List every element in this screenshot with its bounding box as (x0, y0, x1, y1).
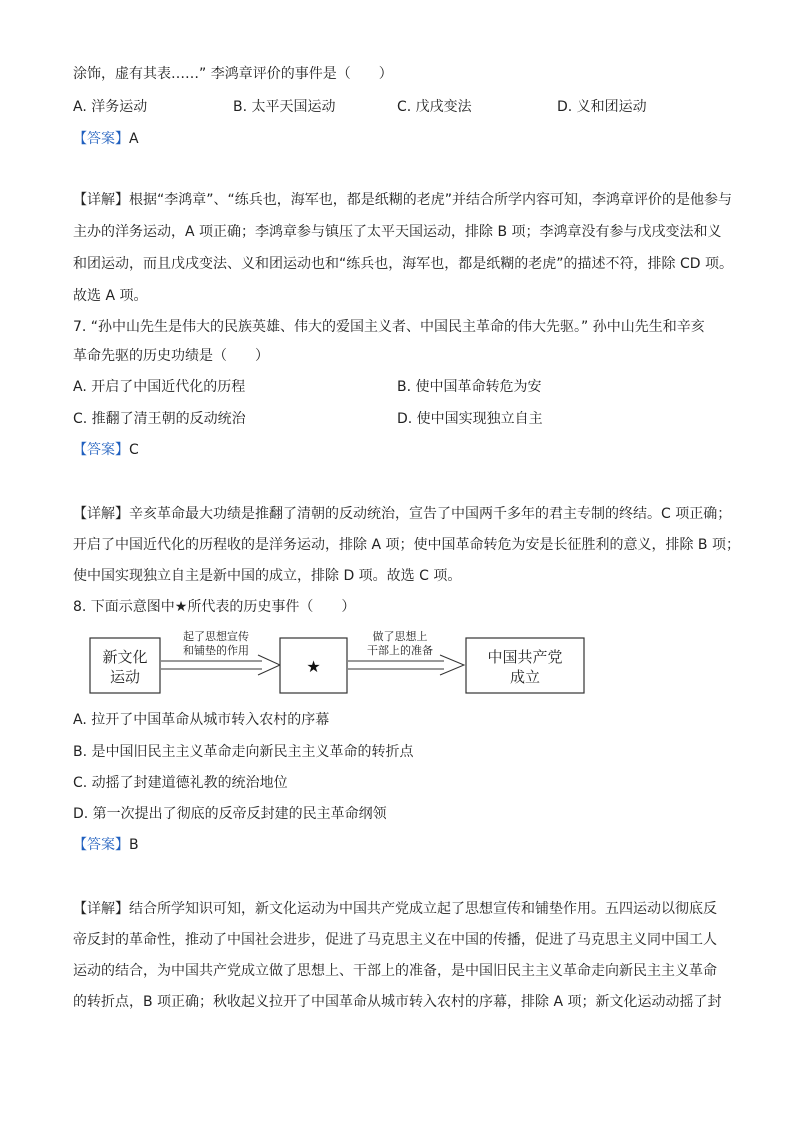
q7-option-a: A. 开启了中国近代化的历程 (73, 379, 246, 395)
q6-detail-line-3: 和团运动，而且戊戌变法、义和团运动也和“练兵也，海军也，都是纸糊的老虎”的描述不符，排除 CD 项。 (73, 256, 733, 272)
q7-detail-line-3: 使中国实现独立自主是新中国的成立，排除 D 项。故选 C 项。 (73, 568, 462, 584)
q6-answer (73, 129, 139, 149)
q7-detail-line-1 (73, 504, 731, 524)
q6-detail-line-2: 主办的洋务运动，A 项正确；李鸿章参与镇压了太平天国运动，排除 B 项；李鸿章没有参与戊戌变法和义 (73, 224, 722, 240)
box1-line1: 新文化 (102, 648, 148, 666)
box3-line1: 中国共产党 (487, 648, 563, 666)
q6-option-d: D. 义和团运动 (557, 99, 647, 115)
q7-option-d: D. 使中国实现独立自主 (397, 411, 543, 427)
q8-option-d: D. 第一次提出了彻底的反帝反封建的民主革命纲领 (73, 806, 387, 822)
q8-option-b: B. 是中国旧民主主义革命走向新民主主义革命的转折点 (73, 744, 414, 760)
q8-stem: 8. 下面示意图中★所代表的历史事件（ ） (73, 599, 356, 615)
q8-answer (73, 835, 139, 855)
box1-line2: 运动 (109, 668, 141, 686)
star-icon: ★ (306, 657, 321, 676)
detail-text: 根据“李鸿章”、“练兵也，海军也，都是纸糊的老虎”并结合所学内容可知，李鸿章评价的是他参与 (129, 192, 733, 208)
answer-tag: 【答案】 (73, 837, 129, 853)
q8-option-a: A. 拉开了中国革命从城市转入农村的序幕 (73, 712, 330, 728)
arrow2-label-line2: 干部上的准备 (367, 644, 433, 657)
detail-text: 结合所学知识可知，新文化运动为中国共产党成立起了思想宣传和铺垫作用。五四运动以彻底反 (129, 901, 717, 917)
answer-value: B (129, 837, 139, 853)
q6-option-a: A. 洋务运动 (73, 99, 148, 115)
q7-stem-line-1: 7. “孙中山先生是伟大的民族英雄、伟大的爱国主义者、中国民主革命的伟大先驱。” 孙中山先生和辛亥 (73, 319, 705, 335)
q7-stem-line-2: 革命先驱的历史功绩是（ ） (73, 348, 269, 364)
arrow1-label-line1: 起了思想宣传 (183, 630, 249, 643)
q6-detail-line-4: 故选 A 项。 (73, 288, 148, 304)
q8-detail-line-2: 帝反封的革命性，推动了中国社会进步，促进了马克思主义在中国的传播，促进了马克思主义同中国工人 (73, 932, 717, 948)
arrow2-label-line1: 做了思想上 (372, 630, 428, 643)
arrow-2 (348, 655, 464, 675)
arrow1-label-line2: 和铺垫的作用 (183, 644, 249, 657)
q7-option-c: C. 推翻了清王朝的反动统治 (73, 411, 246, 427)
q6-option-b: B. 太平天国运动 (233, 99, 336, 115)
q6-stem-tail: 涂饰，虚有其表……” 李鸿章评价的事件是（ ） (73, 66, 393, 82)
box3-line2: 成立 (509, 668, 541, 686)
detail-tag: 【详解】 (73, 506, 129, 522)
arrow-1 (161, 655, 280, 675)
q8-detail-line-1 (73, 899, 717, 919)
q8-option-c: C. 动摇了封建道德礼教的统治地位 (73, 775, 288, 791)
answer-value: C (129, 442, 139, 458)
q8-detail-line-4: 的转折点，B 项正确；秋收起义拉开了中国革命从城市转入农村的序幕，排除 A 项；新文化运动动摇了封 (73, 994, 722, 1010)
q7-option-b: B. 使中国革命转危为安 (397, 379, 542, 395)
q8-detail-line-3: 运动的结合，为中国共产党成立做了思想上、干部上的准备，是中国旧民主主义革命走向新民主主义革命 (73, 963, 717, 979)
answer-tag: 【答案】 (73, 442, 129, 458)
answer-value: A (129, 131, 139, 147)
detail-tag: 【详解】 (73, 192, 129, 208)
q7-answer (73, 440, 139, 460)
detail-text: 辛亥革命最大功绩是推翻了清朝的反动统治，宣告了中国两千多年的君主专制的终结。C 项正确； (129, 506, 732, 522)
q8-flow-diagram (88, 628, 588, 698)
q7-detail-line-2: 开启了中国近代化的历程收的是洋务运动，排除 A 项；使中国革命转危为安是长征胜利的意义，排除 B 项； (73, 537, 740, 553)
q6-option-c: C. 戊戌变法 (397, 99, 472, 115)
answer-tag: 【答案】 (73, 131, 129, 147)
q6-detail-line-1 (73, 190, 732, 210)
detail-tag: 【详解】 (73, 901, 129, 917)
